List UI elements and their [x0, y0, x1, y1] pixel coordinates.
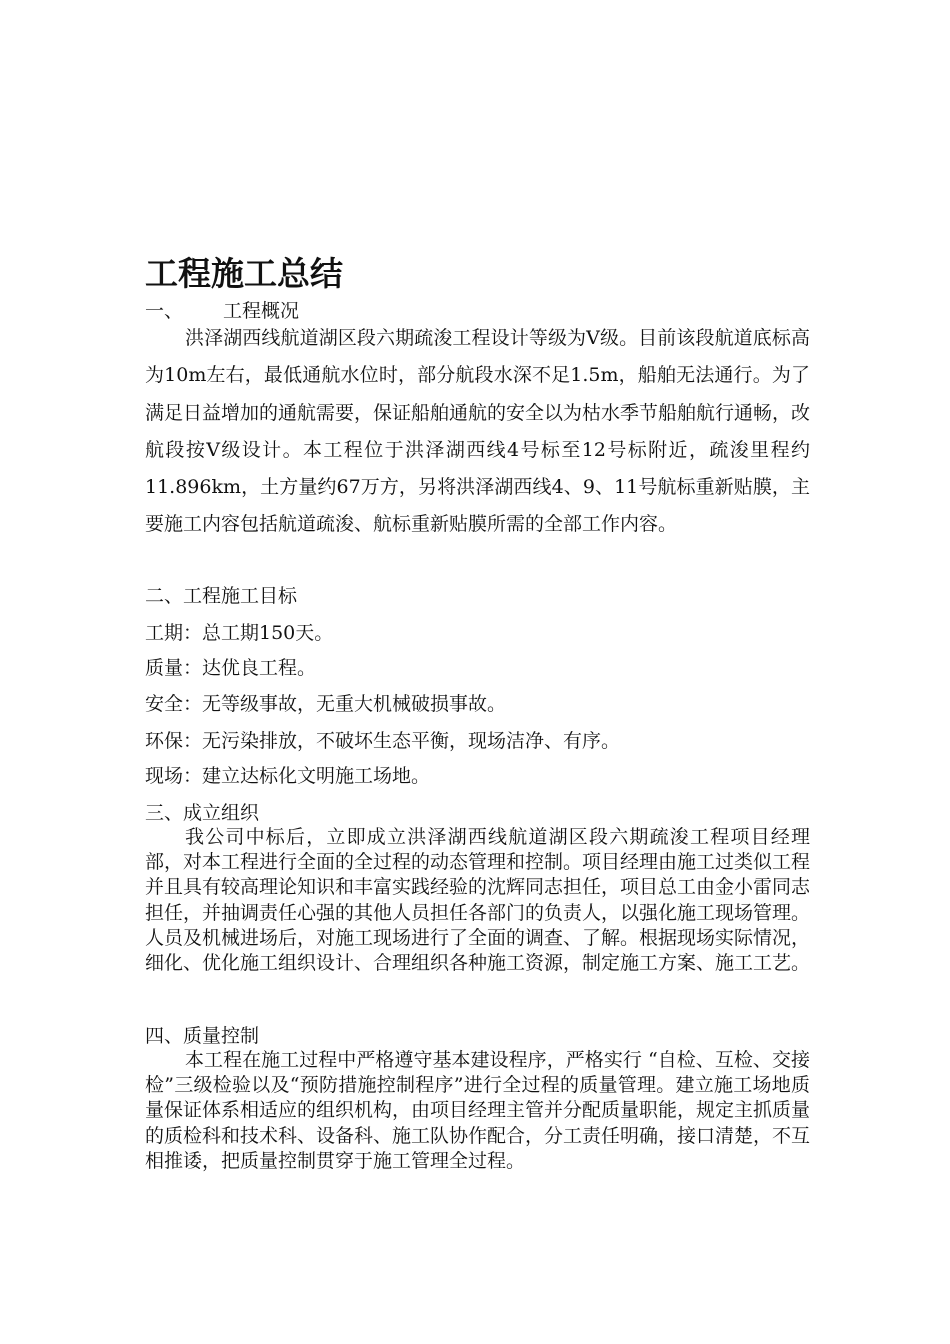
overview-paragraph: 洪泽湖西线航道湖区段六期疏浚工程设计等级为Ⅴ级。目前该段航道底标高为10m左右，最低通航水位时，部分航段水深不足1.5m，船舶无法通行。为了满足日益增加的通航需要，保证船舶通航的安全以为枯水季节船舶航行通畅，改航段按Ⅴ级设计。本工程位于洪泽湖西线4号标至12号标附近，疏浚里程约11.896km，土方量约67万方，另将洪泽湖西线4、9、11号航标重新贴膜，主要施工内容包括航道疏浚、航标重新贴膜所需的全部工作内容。 — [145, 327, 811, 536]
document-title: 工程施工总结 — [145, 254, 343, 293]
goal-schedule: 工期：总工期150天。 — [145, 622, 334, 644]
section-heading-goals: 二、工程施工目标 — [145, 585, 298, 607]
goal-site: 现场：建立达标化文明施工场地。 — [145, 765, 431, 787]
quality-control-paragraph: 本工程在施工过程中严格遵守基本建设程序，严格实行 “自检、互检、交接检”三级检验以及“预防措施控制程序”进行全过程的质量管理。建立施工场地质量保证体系相适应的组织机构，由项目经理主管并分配质量职能，规定主抓质量的质检科和技术科、设备科、施工队协作配合，分工责任明确，接口清楚，不互相推诿，把质量控制贯穿于施工管理全过程。 — [145, 1049, 811, 1172]
section-number: 一、 — [145, 300, 184, 322]
goal-environment: 环保：无污染排放，不破坏生态平衡，现场洁净、有序。 — [145, 730, 621, 752]
goal-quality: 质量：达优良工程。 — [145, 657, 317, 679]
section-heading-organization: 三、成立组织 — [145, 802, 260, 824]
goal-safety: 安全：无等级事故，无重大机械破损事故。 — [145, 693, 507, 715]
section-heading-quality-control: 四、质量控制 — [145, 1025, 260, 1047]
section-title: 工程概况 — [223, 300, 300, 322]
organization-paragraph: 我公司中标后，立即成立洪泽湖西线航道湖区段六期疏浚工程项目经理部，对本工程进行全面的全过程的动态管理和控制。项目经理由施工过类似工程并且具有较高理论知识和丰富实践经验的沈辉同志担任，项目总工由金小雷同志担任，并抽调责任心强的其他人员担任各部门的负责人，以强化施工现场管理。人员及机械进场后，对施工现场进行了全面的调查、了解。根据现场实际情况，细化、优化施工组织设计、合理组织各种施工资源，制定施工方案、施工工艺。 — [145, 826, 811, 975]
